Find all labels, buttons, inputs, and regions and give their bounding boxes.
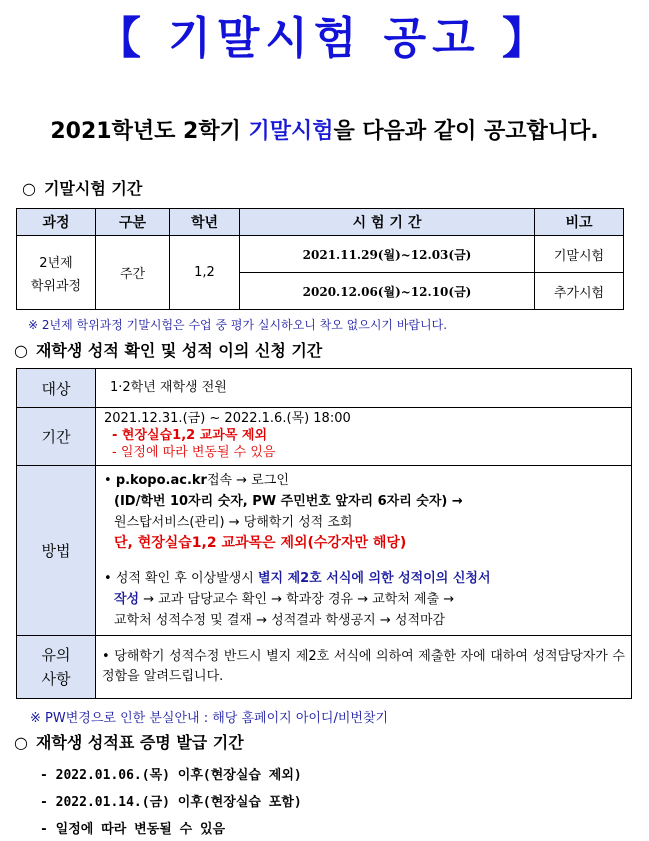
method-step7: 교학처 성적수정 및 결재 → 성적결과 학생공지 → 성적마감 (114, 613, 446, 628)
header-course: 과정 (17, 209, 96, 236)
method-step5a: 성적 확인 후 이상발생시 (115, 571, 258, 586)
headline-after: 을 다음과 같이 공고합니다. (333, 119, 599, 144)
method-step6: → 교과 담당교수 확인 → 학과장 경유 → 교학처 제출 → (139, 592, 455, 607)
caution-label-line2: 사항 (41, 670, 71, 688)
list-item: - 일정에 따라 변동될 수 있음 (40, 822, 226, 837)
method-step2: (ID/학번 10자리 숫자, PW 주민번호 앞자리 6자리 숫자) → (114, 494, 463, 509)
circle-marker-icon: ○ (22, 179, 36, 198)
header-exam-period: 시 험 기 간 (240, 209, 535, 236)
remark-cell: 기말시험 (535, 236, 624, 273)
banner-title: 기말시험 공고 (168, 13, 481, 64)
section-exam-period (22, 176, 142, 199)
method-step1: 접속 → 로그인 (206, 473, 289, 488)
appeal-write: 작성 (114, 592, 140, 607)
site-url: p.kopo.ac.kr (115, 473, 207, 488)
caution-label (17, 636, 96, 699)
header-division: 구분 (96, 209, 170, 236)
banner-open-bracket: 【 (97, 13, 147, 64)
bullet: • (104, 473, 112, 488)
exam-schedule-table (16, 208, 624, 310)
circle-marker-icon: ○ (14, 341, 28, 360)
table-header-row (17, 209, 624, 236)
caution-label-line1: 유의 (41, 646, 71, 664)
remark-cell: 추가시험 (535, 273, 624, 310)
list-item: - 2022.01.06.(목) 이후(현장실습 제외) (40, 768, 302, 783)
appeal-form-ref: 별지 제2호 서식에 의한 성적이의 신청서 (257, 571, 491, 586)
table-row (17, 369, 632, 408)
course-line1: 2년제 (39, 255, 73, 271)
caution-text: • 당해학기 성적수정 반드시 별지 제2호 서식에 의하여 제출한 자에 대하여 성적담당자가 수정함을 알려드립니다. (96, 636, 632, 699)
target-label: 대상 (17, 369, 96, 408)
table-row (17, 636, 632, 699)
period-change-note: - 일정에 따라 변동될 수 있음 (112, 445, 276, 460)
bullet: • (104, 571, 112, 586)
section-title: 재학생 성적 확인 및 성적 이의 신청 기간 (35, 341, 323, 360)
method-label: 방법 (17, 466, 96, 636)
grade-cell: 1,2 (170, 236, 240, 310)
table-row (17, 408, 632, 466)
period-cell: 2021.11.29(월)~12.03(금) (240, 236, 535, 273)
period-content (96, 408, 632, 466)
circle-marker-icon: ○ (14, 733, 28, 752)
exam-note: ※ 2년제 학위과정 기말시험은 수업 중 평가 실시하오니 착오 없으시기 바랍니다. (28, 318, 448, 332)
target-value: 1·2학년 재학생 전원 (96, 369, 632, 408)
header-remarks: 비고 (535, 209, 624, 236)
division-cell: 주간 (96, 236, 170, 310)
list-item: - 2022.01.14.(금) 이후(현장실습 포함) (40, 795, 302, 810)
period-exclusion-note: - 현장실습1,2 교과목 제외 (112, 428, 268, 443)
table-row (17, 466, 632, 636)
section-grade-check (14, 338, 322, 361)
method-exclusion: 단, 현장실습1,2 교과목은 제외(수강자만 해당) (114, 535, 407, 551)
period-cell: 2020.12.06(월)~12.10(금) (240, 273, 535, 310)
banner-close-bracket: 】 (502, 13, 552, 64)
notice-banner (0, 2, 649, 66)
method-step3: 원스탑서비스(관리) → 당해학기 성적 조회 (114, 515, 353, 530)
period-label: 기간 (17, 408, 96, 466)
method-content (96, 466, 632, 636)
section-certificate (14, 730, 244, 753)
table-row (17, 236, 624, 273)
password-note: ※ PW변경으로 인한 분실안내 : 해당 홈페이지 아이디/비번찾기 (30, 711, 389, 726)
section-title: 재학생 성적표 증명 발급 기간 (35, 733, 244, 752)
announcement-headline (0, 114, 649, 145)
course-line2: 학위과정 (30, 278, 82, 294)
period-value: 2021.12.31.(금) ~ 2022.1.6.(목) 18:00 (104, 411, 351, 426)
headline-highlight: 기말시험 (248, 119, 334, 144)
course-cell (17, 236, 96, 310)
grade-appeal-table (16, 368, 632, 699)
header-grade: 학년 (170, 209, 240, 236)
section-title: 기말시험 기간 (43, 179, 143, 198)
headline-before: 2021학년도 2학기 (50, 119, 249, 144)
